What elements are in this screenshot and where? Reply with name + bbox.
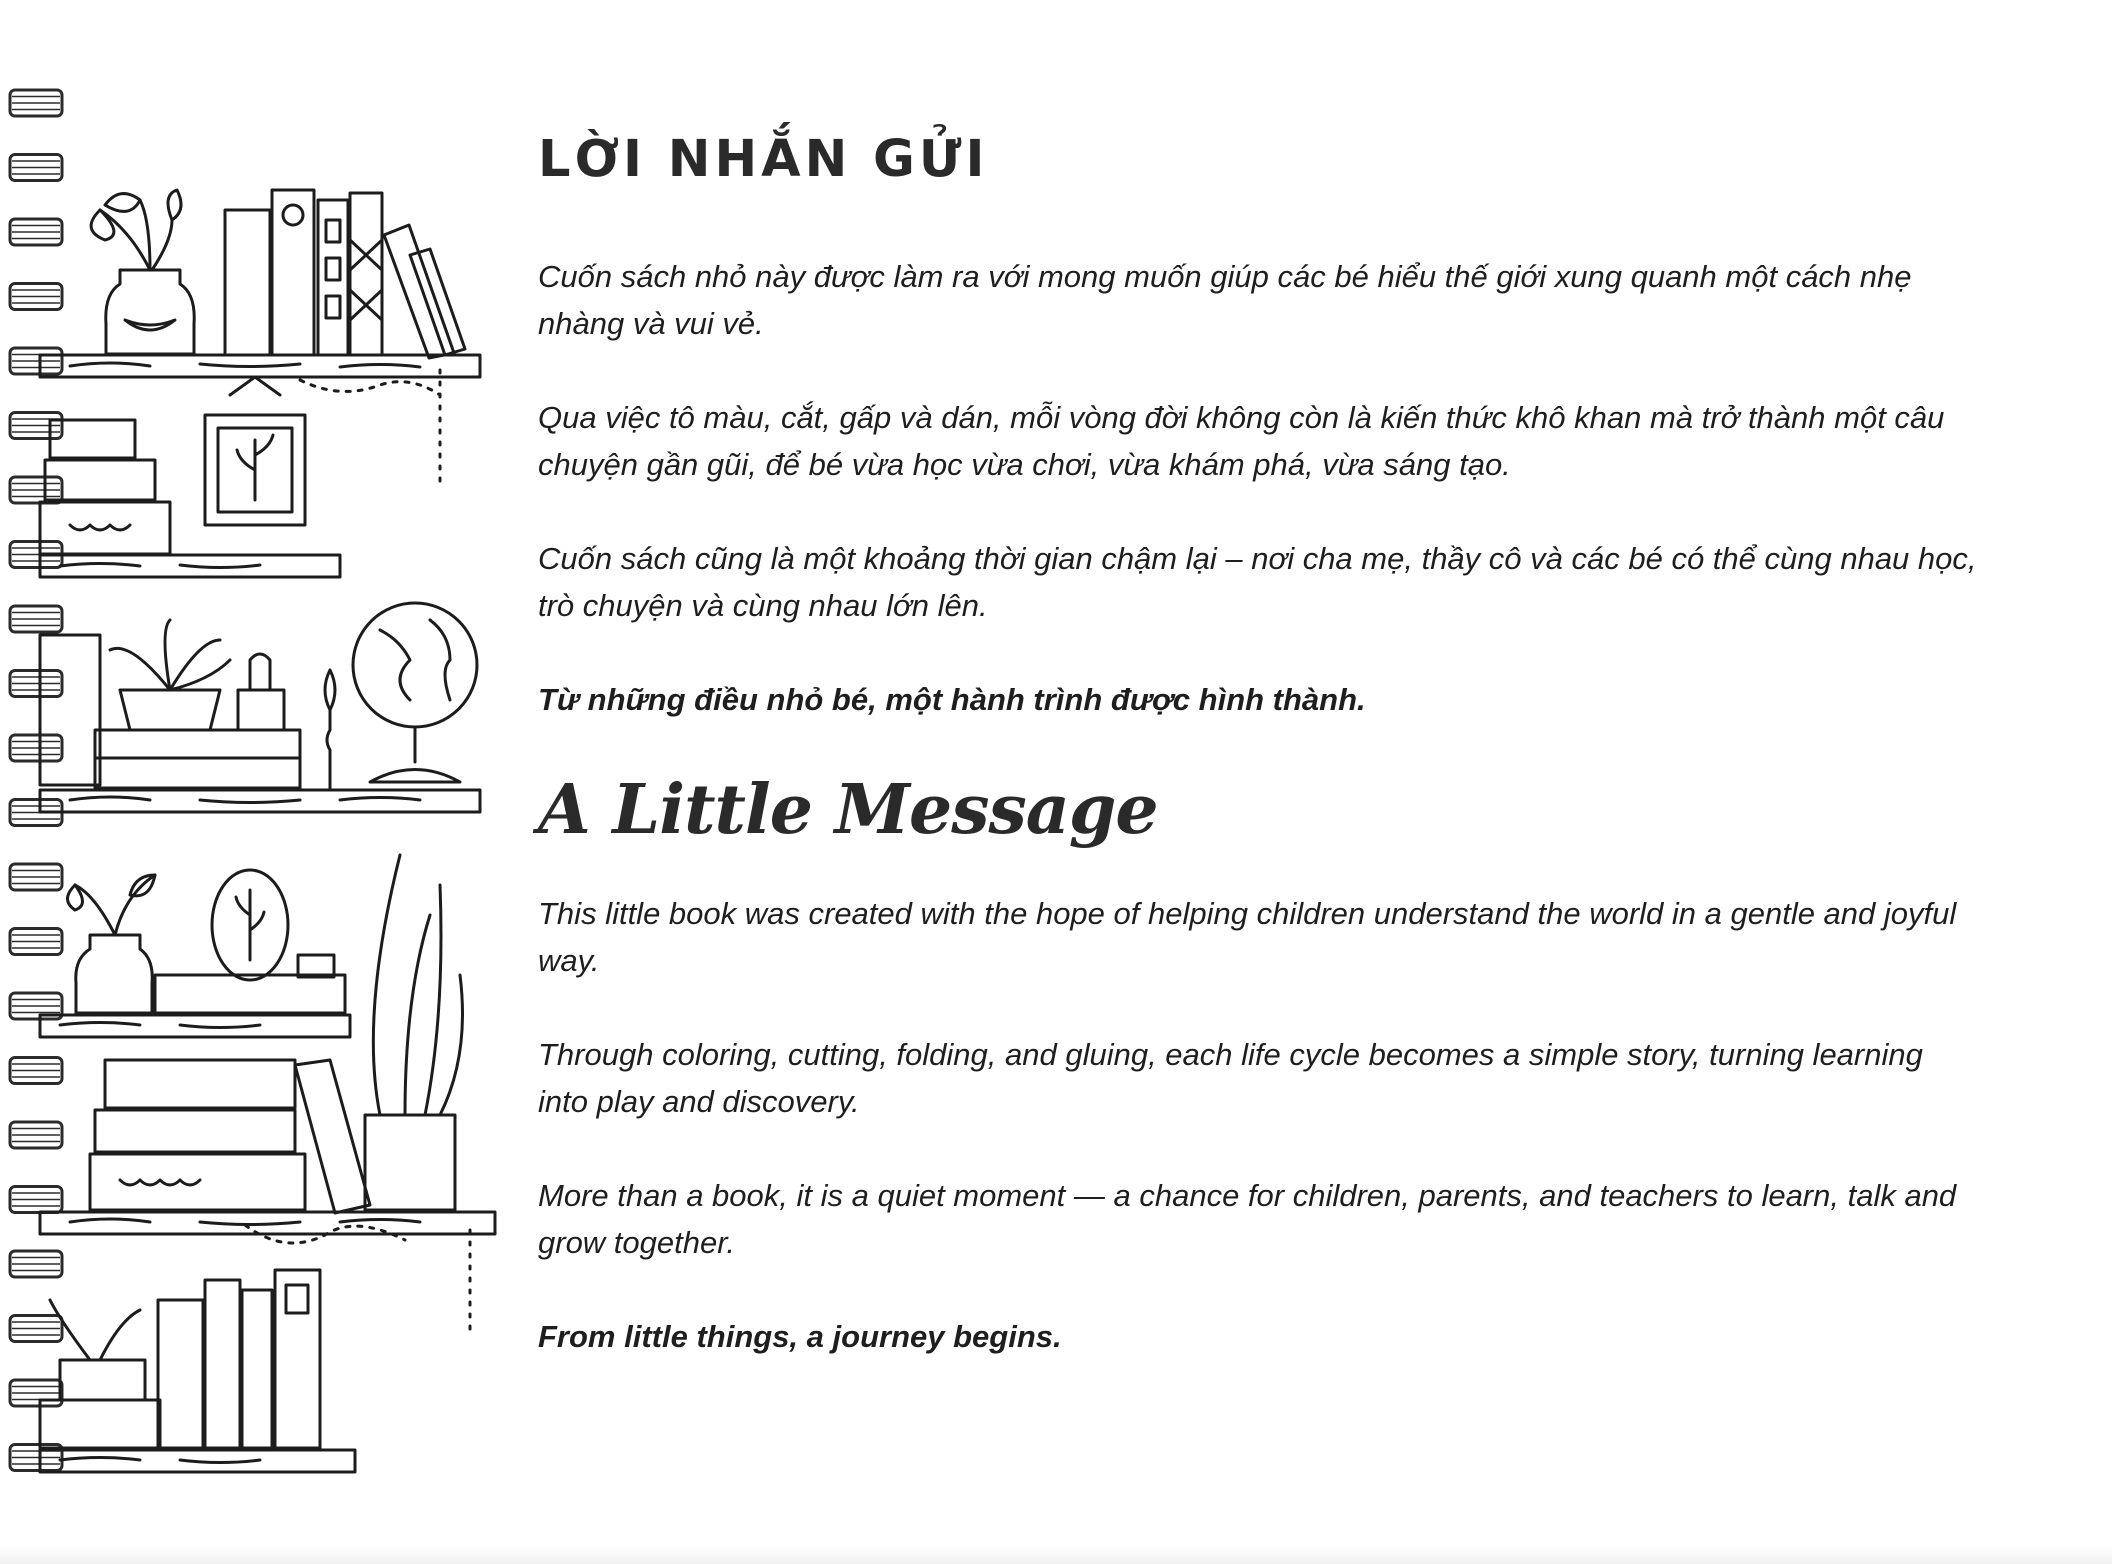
vietnamese-title: LỜI NHẮN GỬI [538,130,989,189]
shelf-2 [40,377,340,577]
page-edge [0,1546,2112,1564]
shelf-4 [40,855,463,1210]
vn-paragraph-3: Cuốn sách cũng là một khoảng thời gian chậm lại – nơi cha mẹ, thầy cô và các bé có thể cùng nhau học, trò chuyện và cùng nhau lớn lên. [538,541,1977,623]
en-paragraph-2: Through coloring, cutting, folding, and gluing, each life cycle becomes a simple story, turning learning into play and discovery. [538,1037,1923,1119]
vn-closing: Từ những điều nhỏ bé, một hành trình được hình thành. [538,682,1366,717]
en-paragraph-1: This little book was created with the hope of helping children understand the world in a gentle and joyful way. [538,896,1957,978]
en-closing: From little things, a journey begins. [538,1319,1062,1354]
vn-paragraph-1: Cuốn sách nhỏ này được làm ra với mong muốn giúp các bé hiểu thế giới xung quanh một cách nhẹ nhàng và vui vẻ. [538,259,1912,341]
shelf-1 [40,190,480,490]
english-title: A Little Message [538,770,1158,850]
vn-paragraph-2: Qua việc tô màu, cắt, gấp và dán, mỗi vòng đời không còn là kiến thức khô khan mà trở thành một câu chuyện gần gũi, để bé vừa học vừa chơi, vừa khám phá, vừa sáng tạo. [538,400,1945,482]
message-content [538,130,1978,1407]
shelf-6 [40,1270,355,1472]
shelf-3 [40,603,480,812]
bookshelf-illustration-icon [0,0,500,1564]
en-paragraph-3: More than a book, it is a quiet moment — a chance for children, parents, and teachers to learn, talk and grow together. [538,1178,1957,1260]
